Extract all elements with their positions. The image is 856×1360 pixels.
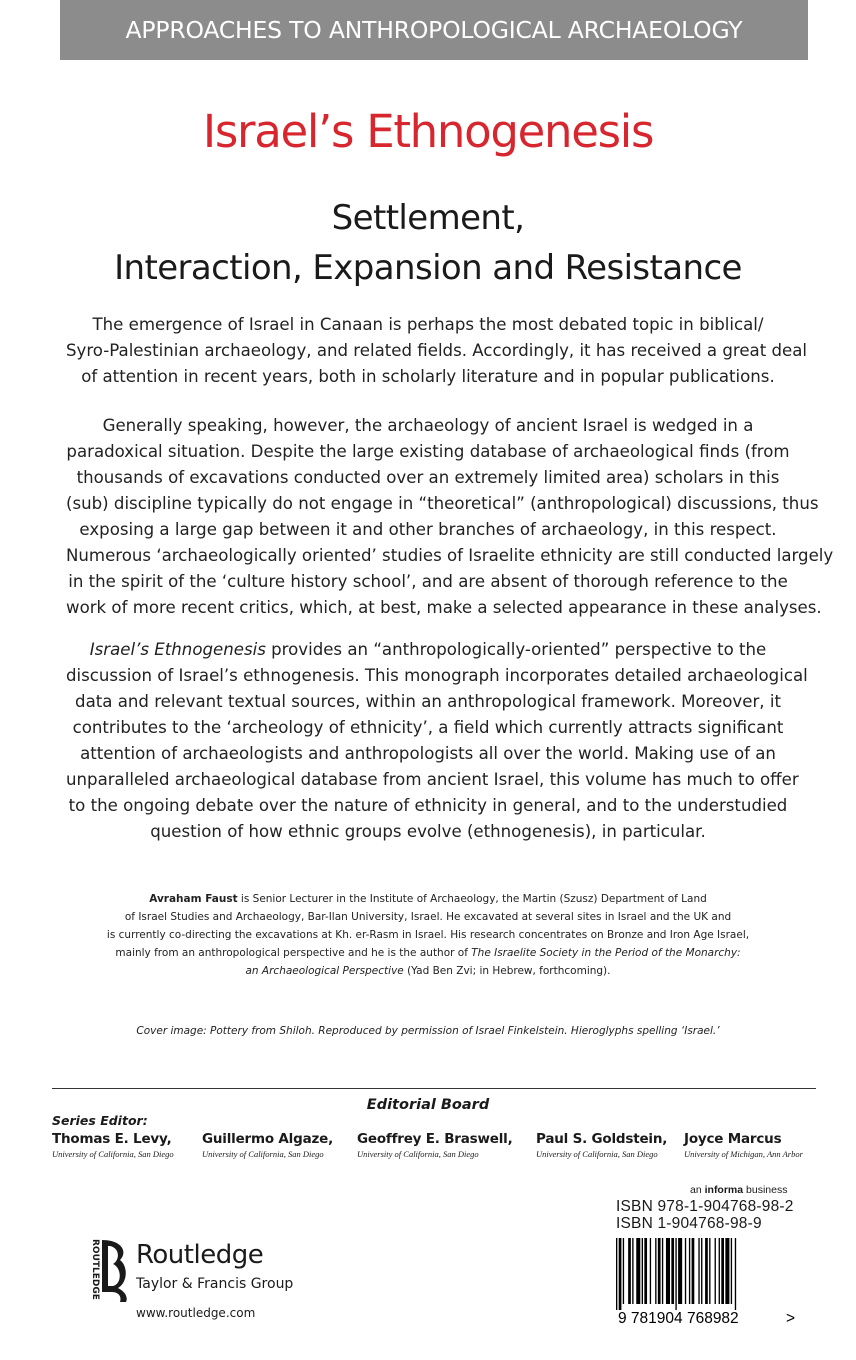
isbn-13: ISBN 978-1-904768-98-2 [616,1198,794,1215]
editorial-board-title: Editorial Board [366,1097,490,1113]
cited-title: an Archaeological Perspective [245,965,404,977]
barcode-bar [675,1238,676,1310]
barcode-bar [619,1238,622,1310]
text-fragment: provides an “anthropologically-oriented” perspective to the [265,640,767,659]
board-member [684,1131,803,1159]
text-line: thousands of excavations conducted over an extremely limited area) scholars in this [76,468,780,487]
barcode-bar [692,1238,695,1304]
text-fragment: (Yad Ben Zvi; in Hebrew, forthcoming). [403,965,611,977]
barcode-bar [685,1238,686,1304]
book-title-italic: Israel’s Ethnogenesis [89,640,266,659]
barcode-bar [632,1238,633,1304]
text-line: data and relevant textual sources, within an anthropological framework. Moreover, it [75,692,781,711]
text-line: attention of archaeologists and anthropologists all over the world. Making use of an [80,744,776,763]
logo-vertical-text: ROUTLEDGE [90,1239,100,1300]
barcode-bar [715,1238,716,1304]
series-banner: APPROACHES TO ANTHROPOLOGICAL ARCHAEOLOGY [60,0,808,60]
member-name: Guillermo Algaze, [202,1131,334,1147]
text-fragment: an [690,1184,705,1196]
barcode-digits: 9 781904 768982 [618,1310,739,1327]
text-line: in the spirit of the ‘culture history school’, and are absent of thorough reference to the [68,572,788,591]
barcode-bar [735,1238,736,1310]
member-name: Thomas E. Levy, [52,1131,172,1147]
barcode [614,1238,804,1334]
divider [52,1088,816,1089]
isbn-10: ISBN 1-904768-98-9 [616,1215,762,1232]
cited-title: The Israelite Society in the Period of the Monarchy: [471,947,741,959]
barcode-bar [689,1238,690,1304]
barcode-bar [636,1238,640,1304]
board-member [536,1131,667,1159]
member-name: Geoffrey E. Braswell, [357,1131,513,1147]
informa-wordmark: informa [704,1184,744,1196]
barcode-bar [655,1238,656,1304]
barcode-bar [662,1238,663,1304]
text-line: work of more recent critics, which, at best, make a selected appearance in these analyses. [66,598,822,617]
blurb-paragraph-1 [66,312,807,390]
board-member [357,1131,513,1159]
cover-image-note: Cover image: Pottery from Shiloh. Reproduced by permission of Israel Finkelstein. Hieroglyphs spelling ‘Israel.’ [136,1025,720,1037]
member-affiliation: University of California, San Diego [536,1149,658,1159]
barcode-bar [642,1238,643,1304]
barcode-bar [644,1238,647,1304]
text-fragment: is Senior Lecturer in the Institute of Archaeology, the Martin (Szusz) Department of Land [237,893,707,905]
barcode-bar [698,1238,699,1304]
text-line: Generally speaking, however, the archaeology of ancient Israel is wedged in a [102,416,754,435]
barcode-bar [616,1238,617,1310]
routledge-logo-icon [82,1238,134,1304]
publisher-name: Routledge [136,1240,264,1270]
barcode-bar [725,1238,729,1304]
text-line: of Israel Studies and Archaeology, Bar-Ilan University, Israel. He excavated at several sites in Israel and the UK and [124,911,732,923]
member-name: Joyce Marcus [684,1131,782,1147]
board-member [202,1131,333,1159]
barcode-bar [701,1238,702,1304]
publisher-website[interactable]: www.routledge.com [136,1306,256,1320]
barcode-bar [731,1238,732,1304]
text-line: is currently co-directing the excavations at Kh. er-Rasm in Israel. His research concentrates on Bronze and Iron Age Israel, [106,929,750,941]
book-title: Israel’s Ethnogenesis [202,105,654,158]
author-name: Avraham Faust [149,893,238,905]
subtitle-line-2: Interaction, Expansion and Resistance [114,248,742,288]
blurb-paragraph-3 [66,637,808,845]
logo-glyph [102,1240,127,1302]
text-line: contributes to the ‘archeology of ethnicity’, a field which currently attracts significant [72,718,784,737]
barcode-bar [721,1238,724,1304]
text-line: unparalleled archaeological database from ancient Israel, this volume has much to offer [66,770,799,789]
barcode-bar [709,1238,710,1304]
text-line [100,962,756,980]
barcode-bars [616,1238,736,1310]
member-name: Paul S. Goldstein, [536,1131,668,1147]
text-line: Syro-Palestinian archaeology, and related fields. Accordingly, it has received a great deal [66,341,807,360]
barcode-bar [671,1238,674,1304]
book-subtitle [0,193,856,293]
barcode-bar [666,1238,670,1304]
barcode-bar [650,1238,651,1304]
barcode-bar [678,1238,682,1304]
text-line [100,890,756,908]
publisher-group: Taylor & Francis Group [136,1276,294,1292]
text-line: Numerous ‘archaeologically oriented’ studies of Israelite ethnicity are still conducted largely [66,546,834,565]
text-line: question of how ethnic groups evolve (ethnogenesis), in particular. [150,822,706,841]
text-line: discussion of Israel’s ethnogenesis. This monograph incorporates detailed archaeological [66,666,808,685]
text-fragment: business [743,1184,788,1196]
member-affiliation: University of Michigan, Ann Arbor [684,1149,803,1159]
informa-business-tag [690,1184,787,1196]
text-fragment: mainly from an anthropological perspective and he is the author of [115,947,472,959]
text-line: of attention in recent years, both in scholarly literature and in popular publications. [81,367,775,386]
board-member [52,1131,174,1159]
text-line: paradoxical situation. Despite the large existing database of archaeological finds (from [66,442,790,461]
author-bio [100,890,756,980]
barcode-bar [628,1238,631,1304]
barcode-bar [705,1238,708,1304]
barcode-bar [658,1238,661,1304]
barcode-arrow: > [786,1310,796,1327]
text-line: The emergence of Israel in Canaan is perhaps the most debated topic in biblical/ [92,315,764,334]
blurb-paragraph-2 [66,413,834,621]
barcode-bar [623,1238,624,1304]
text-line [100,944,756,962]
series-editor-label: Series Editor: [52,1113,148,1128]
member-affiliation: University of California, San Diego [357,1149,479,1159]
barcode-bar [719,1238,720,1304]
member-affiliation: University of California, San Diego [52,1149,174,1159]
text-line: exposing a large gap between it and other branches of archaeology, in this respect. [79,520,777,539]
text-line: (sub) discipline typically do not engage in “theoretical” (anthropological) discussions, thus [66,494,819,513]
subtitle-line-1: Settlement, [331,198,525,238]
member-affiliation: University of California, San Diego [202,1149,324,1159]
text-line [66,637,790,663]
text-line: to the ongoing debate over the nature of ethnicity in general, and to the understudied [68,796,788,815]
